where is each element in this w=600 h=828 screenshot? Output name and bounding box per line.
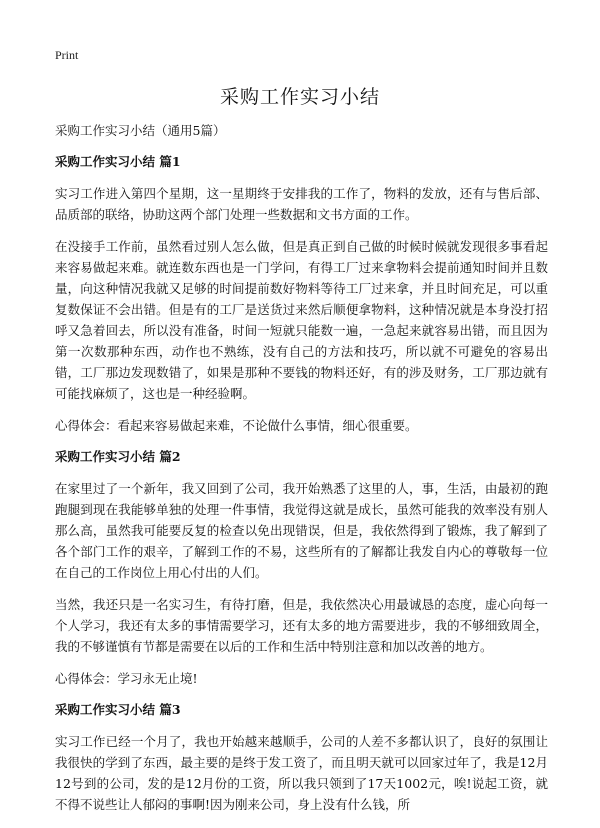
paragraph: 实习工作进入第四个星期，这一星期终于安排我的工作了，物料的发放，还有与售后部、品质部的联络，协助这两个部门处理一些数据和文书方面的工作。: [55, 186, 548, 222]
section-heading: 采购工作实习小结 篇1: [55, 154, 181, 169]
paragraph: 在没接手工作前，虽然看过别人怎么做，但是真正到自己做的时候时候就发现很多事看起来容易做起来难。就连数东西也是一门学问，有得工厂过来拿物料会提前通知时间并且数量，向这种情况我就又足够的时间提前数好物料等待工厂过来拿，并且时间充足，可以重复数保证不会出错。但是有的工厂是送货过来然后顺便拿物料，这种情况就是本身没打招呼又急着回去，所以没有准备，时间一短就只能数一遍，一急起来就容易出错，而且因为第一次数那种东西，动作也不熟练，没有自己的方法和技巧，所以就不可避免的容易出错，工厂那边发现数错了，如果是那种不要钱的物料还好，有的涉及财务，工厂那边就有可能找麻烦了，这也是一种经验啊。: [55, 239, 548, 401]
paragraph: 心得体会：看起来容易做起来难，不论做什么事情，细心很重要。: [55, 418, 418, 433]
paragraph: 心得体会：学习永无止境!: [55, 671, 198, 686]
section-heading: 采购工作实习小结 篇2: [55, 449, 181, 464]
document-subtitle: 采购工作实习小结（通用5篇）: [55, 123, 226, 138]
section-1: [55, 152, 548, 436]
paragraph: 在家里过了一个新年，我又回到了公司，我开始熟悉了这里的人，事，生活，由最初的跑跑腿到现在我能够单独的处理一件事情，我觉得这就是成长，虽然可能我的效率没有别人那么高，虽然我可能要反复的检查以免出现错误，但是，我依然得到了锻炼，我了解到了各个部门工作的艰辛，了解到工作的不易，这些所有的了解都让我发自内心的尊敬每一位在自己的工作岗位上用心付出的人们。: [55, 481, 548, 580]
paragraph: 当然，我还只是一名实习生，有待打磨，但是，我依然决心用最诚恳的态度，虚心向每一个人学习，我还有太多的事情需要学习，还有太多的地方需要进步，我的不够细致周全，我的不够谨慎有节都是需要在以后的工作和生活中特别注意和加以改善的地方。: [55, 597, 548, 654]
document-title: 采购工作实习小结: [219, 86, 380, 108]
document-body: [55, 121, 548, 825]
section-3: [55, 700, 548, 815]
paragraph: 实习工作已经一个月了，我也开始越来越顺手，公司的人差不多都认识了，良好的氛围让我很快的学到了东西，最主要的是终于发工资了，而且明天就可以回家过年了，我是12月12号到的公司，发的是12月份的工资，所以我只领到了17天1002元，唉!说起工资，就不得不说些让人郁闷的事啊!因为刚来公司，身上没有什么钱，所: [55, 734, 548, 812]
section-heading: 采购工作实习小结 篇3: [55, 702, 181, 717]
section-2: [55, 447, 548, 689]
print-link[interactable]: Print: [55, 48, 79, 62]
